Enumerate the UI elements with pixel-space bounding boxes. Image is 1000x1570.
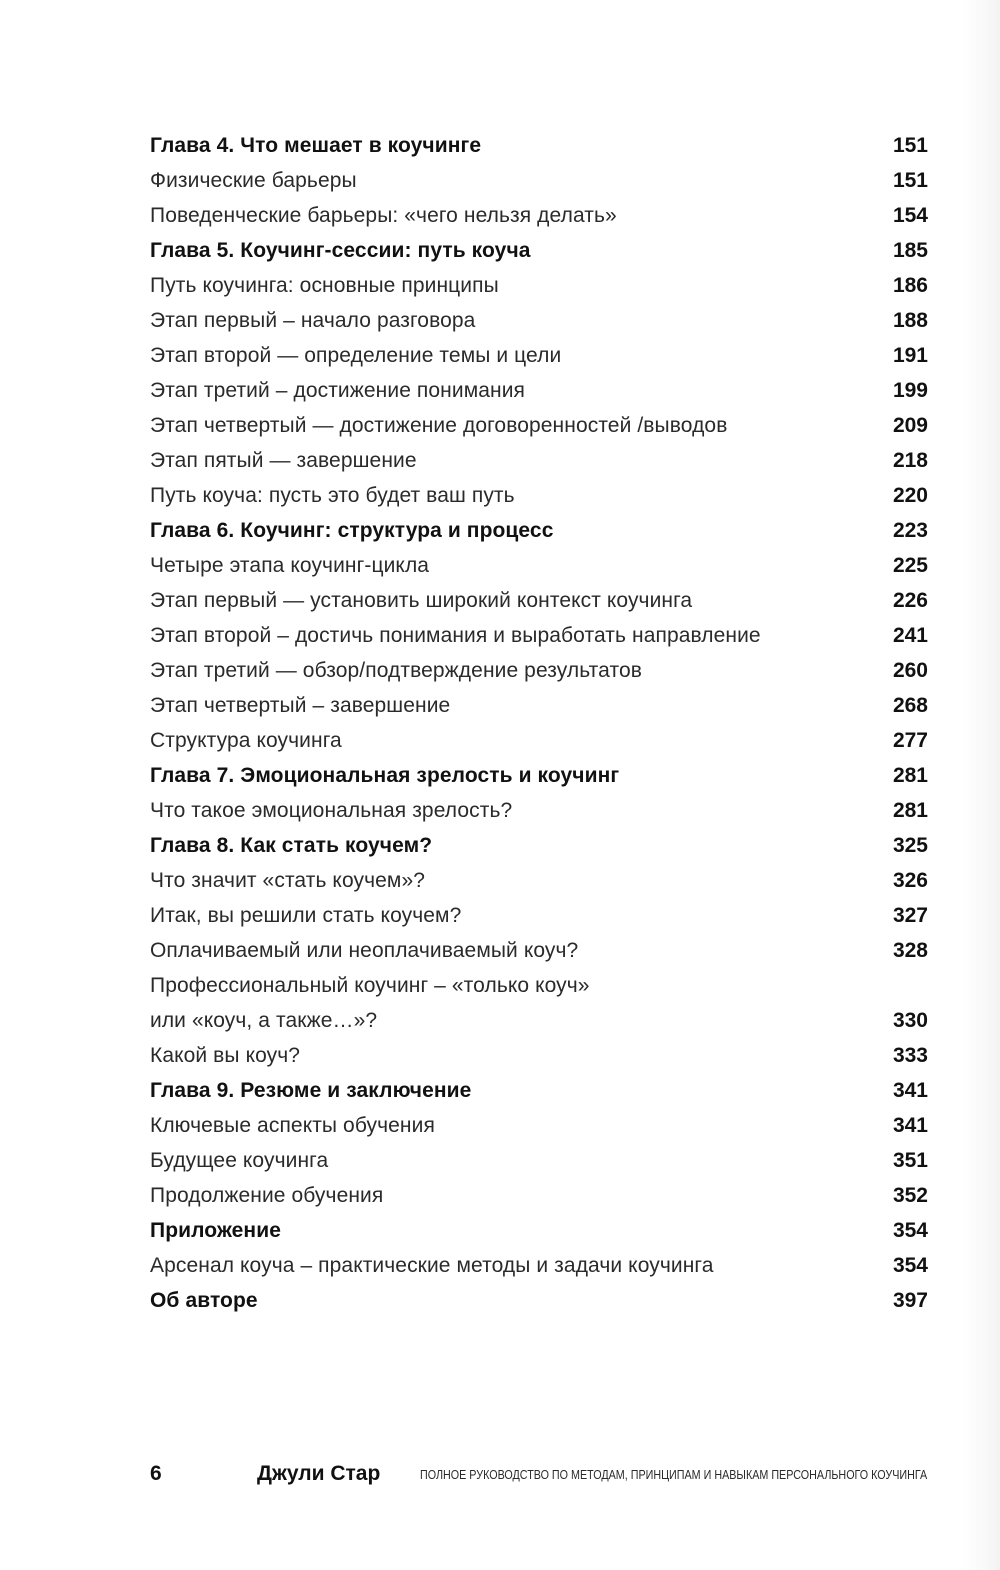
toc-entry-title: или «коуч, а также…»? — [150, 1009, 378, 1032]
toc-section-entry — [150, 653, 930, 688]
toc-entry-title: Этап третий – достижение понимания — [150, 379, 526, 402]
toc-entry-title: Путь коучинга: основные принципы — [150, 274, 499, 297]
toc-section-entry — [150, 1108, 930, 1143]
toc-entry-page-number: 225 — [892, 554, 928, 577]
toc-entry-page-number: 209 — [892, 414, 928, 437]
toc-entry-title: Структура коучинга — [150, 729, 342, 752]
toc-entry-title: Об авторе — [150, 1289, 258, 1312]
toc-section-entry — [150, 723, 930, 758]
toc-section-entry — [150, 1248, 930, 1283]
toc-entry-title: Глава 5. Коучинг-сессии: путь коуча — [150, 239, 531, 262]
toc-entry-page-number: 341 — [892, 1114, 928, 1137]
toc-section-entry — [150, 898, 930, 933]
toc-entry-title: Профессиональный коучинг – «только коуч» — [150, 974, 590, 997]
toc-entry-title: Приложение — [150, 1219, 282, 1242]
toc-section-entry — [150, 583, 930, 618]
toc-entry-page-number: 281 — [892, 799, 928, 822]
page-footer — [0, 1462, 1000, 1492]
toc-entry-page-number: 281 — [892, 764, 928, 787]
toc-chapter-entry — [150, 1213, 930, 1248]
toc-section-entry — [150, 933, 930, 968]
toc-section-entry — [150, 268, 930, 303]
toc-section-entry — [150, 1038, 930, 1073]
toc-entry-title: Что значит «стать коучем»? — [150, 869, 426, 892]
toc-entry-title: Этап первый – начало разговора — [150, 309, 476, 332]
toc-entry-page-number: 218 — [892, 449, 928, 472]
toc-section-entry — [150, 338, 930, 373]
toc-chapter-entry — [150, 1073, 930, 1108]
toc-entry-title: Четыре этапа коучинг-цикла — [150, 554, 430, 577]
toc-entry-title: Этап первый — установить широкий контекст коучинга — [150, 589, 693, 612]
toc-entry-title: Глава 9. Резюме и заключение — [150, 1079, 472, 1102]
toc-entry-page-number: 328 — [892, 939, 928, 962]
toc-entry-page-number: 333 — [892, 1044, 928, 1067]
toc-entry-page-number: 354 — [892, 1219, 928, 1242]
toc-entry-title: Этап второй — определение темы и цели — [150, 344, 562, 367]
toc-entry-page-number: 351 — [892, 1149, 928, 1172]
toc-section-entry — [150, 373, 930, 408]
toc-section-entry — [150, 1003, 930, 1038]
toc-entry-page-number: 188 — [892, 309, 928, 332]
toc-section-entry — [150, 1143, 930, 1178]
toc-entry-page-number: 154 — [892, 204, 928, 227]
toc-entry-title: Этап четвертый – завершение — [150, 694, 451, 717]
toc-entry-page-number: 268 — [892, 694, 928, 717]
toc-entry-page-number: 199 — [892, 379, 928, 402]
toc-entry-page-number: 226 — [892, 589, 928, 612]
toc-entry-title: Этап четвертый — достижение договоренностей /выводов — [150, 414, 728, 437]
toc-entry-page-number: 397 — [892, 1289, 928, 1312]
toc-entry-page-number: 186 — [892, 274, 928, 297]
toc-chapter-entry — [150, 513, 930, 548]
toc-entry-page-number: 352 — [892, 1184, 928, 1207]
toc-section-entry — [150, 793, 930, 828]
toc-section-entry — [150, 478, 930, 513]
toc-entry-title: Арсенал коуча – практические методы и задачи коучинга — [150, 1254, 714, 1277]
toc-entry-page-number: 260 — [892, 659, 928, 682]
toc-chapter-entry — [150, 128, 930, 163]
toc-entry-title: Этап третий — обзор/подтверждение результатов — [150, 659, 642, 682]
toc-entry-title: Глава 4. Что мешает в коучинге — [150, 134, 482, 157]
toc-entry-page-number: 151 — [892, 169, 928, 192]
toc-entry-title: Физические барьеры — [150, 169, 357, 192]
footer-page-number: 6 — [150, 1462, 162, 1485]
toc-section-entry — [150, 408, 930, 443]
footer-author: Джули Стар — [257, 1462, 381, 1485]
toc-chapter-entry — [150, 758, 930, 793]
page-edge-shadow — [960, 0, 1000, 1570]
toc-section-entry — [150, 198, 930, 233]
toc-entry-title: Будущее коучинга — [150, 1149, 329, 1172]
footer-book-title: ПОЛНОЕ РУКОВОДСТВО ПО МЕТОДАМ, ПРИНЦИПАМ И НАВЫКАМ ПЕРСОНАЛЬНОГО КОУЧИНГА — [420, 1468, 928, 1482]
toc-entry-page-number: 220 — [892, 484, 928, 507]
toc-entry-page-number: 277 — [892, 729, 928, 752]
toc-entry-page-number: 325 — [892, 834, 928, 857]
toc-chapter-entry — [150, 1283, 930, 1318]
toc-section-entry — [150, 968, 930, 1003]
toc-entry-title: Какой вы коуч? — [150, 1044, 301, 1067]
toc-entry-title: Итак, вы решили стать коучем? — [150, 904, 462, 927]
toc-section-entry — [150, 443, 930, 478]
toc-section-entry — [150, 1178, 930, 1213]
toc-entry-title: Ключевые аспекты обучения — [150, 1114, 435, 1137]
toc-section-entry — [150, 548, 930, 583]
toc-section-entry — [150, 863, 930, 898]
toc-entry-page-number: 241 — [892, 624, 928, 647]
toc-entry-title: Путь коуча: пусть это будет ваш путь — [150, 484, 515, 507]
toc-section-entry — [150, 163, 930, 198]
toc-entry-title: Оплачиваемый или неоплачиваемый коуч? — [150, 939, 579, 962]
toc-entry-page-number: 341 — [892, 1079, 928, 1102]
toc-entry-page-number: 354 — [892, 1254, 928, 1277]
toc-entry-title: Этап второй – достичь понимания и выработать направление — [150, 624, 761, 647]
toc-entry-page-number: 327 — [892, 904, 928, 927]
toc-entry-title: Что такое эмоциональная зрелость? — [150, 799, 513, 822]
toc-entry-page-number: 223 — [892, 519, 928, 542]
toc-entry-page-number: 326 — [892, 869, 928, 892]
toc-entry-page-number: 330 — [892, 1009, 928, 1032]
toc-entry-title: Глава 8. Как стать коучем? — [150, 834, 433, 857]
toc-entry-title: Глава 6. Коучинг: структура и процесс — [150, 519, 554, 542]
toc-entry-page-number: 191 — [892, 344, 928, 367]
table-of-contents — [150, 128, 930, 1318]
toc-entry-title: Продолжение обучения — [150, 1184, 384, 1207]
toc-entry-title: Этап пятый — завершение — [150, 449, 417, 472]
toc-chapter-entry — [150, 233, 930, 268]
toc-section-entry — [150, 303, 930, 338]
toc-chapter-entry — [150, 828, 930, 863]
toc-section-entry — [150, 618, 930, 653]
toc-entry-title: Поведенческие барьеры: «чего нельзя делать» — [150, 204, 617, 227]
toc-section-entry — [150, 688, 930, 723]
toc-entry-page-number: 151 — [892, 134, 928, 157]
toc-entry-title: Глава 7. Эмоциональная зрелость и коучинг — [150, 764, 620, 787]
toc-entry-page-number: 185 — [892, 239, 928, 262]
